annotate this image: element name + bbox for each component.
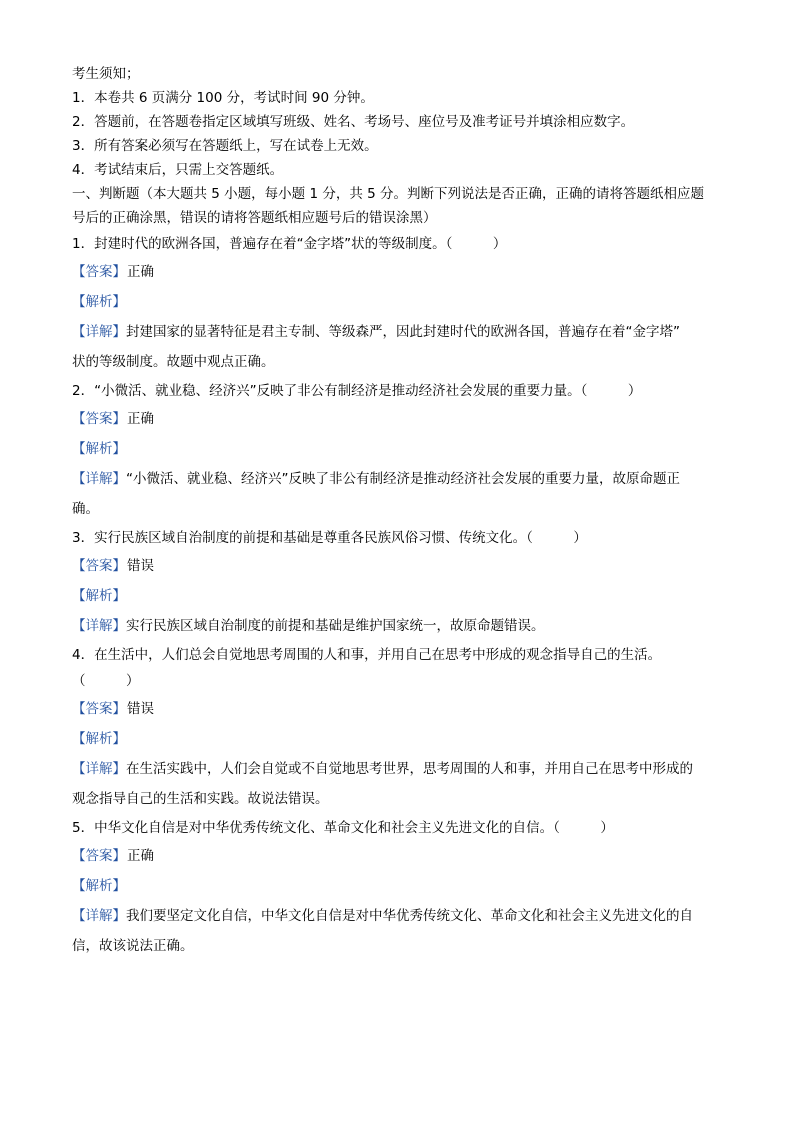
tag-open-bracket: 【 bbox=[72, 264, 86, 280]
detail-block bbox=[72, 611, 734, 641]
detail-text: 我们要坚定文化自信，中华文化自信是对中华优秀传统文化、革命文化和社会主义先进文化的自 bbox=[126, 908, 693, 924]
tag-close-bracket: 】 bbox=[112, 441, 126, 457]
tag-close-bracket: 】 bbox=[112, 761, 126, 777]
analysis-line bbox=[72, 581, 734, 611]
tag-close-bracket: 】 bbox=[112, 294, 126, 310]
detail-line bbox=[72, 464, 734, 494]
tag-close-bracket: 】 bbox=[112, 848, 126, 864]
tag-open-bracket: 【 bbox=[72, 701, 86, 717]
detail-text: 状的等级制度。故题中观点正确。 bbox=[72, 354, 275, 370]
tag-close-bracket: 】 bbox=[112, 264, 126, 280]
tag-close-bracket: 】 bbox=[112, 618, 126, 634]
tag-open-bracket: 【 bbox=[72, 411, 86, 427]
section-heading bbox=[72, 182, 734, 230]
tag-open-bracket: 【 bbox=[72, 441, 86, 457]
notice-item: 2．答题前，在答题卷指定区域填写班级、姓名、考场号、座位号及准考证号并填涂相应数字。 bbox=[72, 114, 635, 130]
answer-value: 错误 bbox=[127, 558, 154, 574]
exam-notice bbox=[72, 62, 734, 182]
analysis-line bbox=[72, 724, 734, 754]
detail-line bbox=[72, 317, 734, 347]
tag-open-bracket: 【 bbox=[72, 878, 86, 894]
analysis-line bbox=[72, 287, 734, 317]
detail-line bbox=[72, 784, 734, 814]
question-block bbox=[72, 815, 734, 961]
question-stem: 5．中华文化自信是对中华优秀传统文化、革命文化和社会主义先进文化的自信。（ ） bbox=[72, 820, 614, 836]
tag-open-bracket: 【 bbox=[72, 294, 86, 310]
tag-word: 详解 bbox=[85, 618, 113, 634]
detail-text: 封建国家的显著特征是君主专制、等级森严，因此封建时代的欧洲各国，普遍存在着“金字塔” bbox=[126, 324, 680, 340]
question-block bbox=[72, 231, 734, 377]
tag-word: 答案 bbox=[85, 411, 113, 427]
tag-open-bracket: 【 bbox=[72, 848, 86, 864]
tag-word: 解析 bbox=[85, 294, 113, 310]
answer-value: 正确 bbox=[127, 848, 154, 864]
tag-close-bracket: 】 bbox=[112, 588, 126, 604]
question-stem: 2．“小微活、就业稳、经济兴”反映了非公有制经济是推动经济社会发展的重要力量。（ ） bbox=[72, 383, 642, 399]
question-list bbox=[72, 231, 734, 961]
tag-close-bracket: 】 bbox=[112, 878, 126, 894]
analysis-tag bbox=[72, 731, 126, 747]
tag-word: 答案 bbox=[85, 848, 113, 864]
question-stem: 1．封建时代的欧洲各国，普遍存在着“金字塔”状的等级制度。（ ） bbox=[72, 236, 507, 252]
notice-item: 4．考试结束后，只需上交答题纸。 bbox=[72, 162, 284, 178]
question-stem: （ ） bbox=[72, 673, 140, 689]
answer-tag bbox=[72, 558, 126, 574]
detail-tag bbox=[72, 908, 126, 924]
tag-close-bracket: 】 bbox=[112, 908, 126, 924]
answer-line bbox=[72, 257, 734, 287]
analysis-tag bbox=[72, 294, 126, 310]
detail-text: 信，故该说法正确。 bbox=[72, 938, 194, 954]
detail-text: 在生活实践中，人们会自觉或不自觉地思考世界，思考周围的人和事，并用自己在思考中形成的 bbox=[126, 761, 693, 777]
section-title-line: 一、判断题（本大题共 5 小题，每小题 1 分，共 5 分。判断下列说法是否正确，正确的请将答题纸相应题 bbox=[72, 186, 705, 202]
analysis-tag bbox=[72, 588, 126, 604]
tag-word: 解析 bbox=[85, 878, 113, 894]
answer-value: 错误 bbox=[127, 701, 154, 717]
notice-item: 1．本卷共 6 页满分 100 分，考试时间 90 分钟。 bbox=[72, 90, 374, 106]
tag-open-bracket: 【 bbox=[72, 558, 86, 574]
tag-close-bracket: 】 bbox=[112, 471, 126, 487]
analysis-tag bbox=[72, 878, 126, 894]
detail-text: “小微活、就业稳、经济兴”反映了非公有制经济是推动经济社会发展的重要力量，故原命题正 bbox=[126, 471, 680, 487]
tag-open-bracket: 【 bbox=[72, 588, 86, 604]
tag-word: 答案 bbox=[85, 701, 113, 717]
detail-block bbox=[72, 754, 734, 814]
detail-block bbox=[72, 464, 734, 524]
detail-line bbox=[72, 754, 734, 784]
tag-word: 详解 bbox=[85, 324, 113, 340]
question-stem: 3．实行民族区域自治制度的前提和基础是尊重各民族风俗习惯、传统文化。（ ） bbox=[72, 530, 587, 546]
question-stem: 4．在生活中，人们总会自觉地思考周围的人和事，并用自己在思考中形成的观念指导自己的生活。 bbox=[72, 647, 662, 663]
analysis-line bbox=[72, 871, 734, 901]
answer-line bbox=[72, 841, 734, 871]
section-title-line: 号后的正确涂黑，错误的请将答题纸相应题号后的错误涂黑） bbox=[72, 210, 437, 226]
tag-close-bracket: 】 bbox=[112, 731, 126, 747]
detail-text: 观念指导自己的生活和实践。故说法错误。 bbox=[72, 791, 329, 807]
analysis-line bbox=[72, 434, 734, 464]
question-block bbox=[72, 525, 734, 641]
tag-open-bracket: 【 bbox=[72, 731, 86, 747]
tag-close-bracket: 】 bbox=[112, 701, 126, 717]
tag-word: 答案 bbox=[85, 558, 113, 574]
detail-block bbox=[72, 317, 734, 377]
tag-open-bracket: 【 bbox=[72, 761, 86, 777]
detail-tag bbox=[72, 471, 126, 487]
tag-word: 答案 bbox=[85, 264, 113, 280]
tag-open-bracket: 【 bbox=[72, 908, 86, 924]
detail-block bbox=[72, 901, 734, 961]
answer-tag bbox=[72, 411, 126, 427]
detail-line bbox=[72, 931, 734, 961]
tag-word: 详解 bbox=[85, 761, 113, 777]
question-block bbox=[72, 642, 734, 814]
tag-word: 详解 bbox=[85, 908, 113, 924]
notice-item: 3．所有答案必须写在答题纸上，写在试卷上无效。 bbox=[72, 138, 378, 154]
question-block bbox=[72, 378, 734, 524]
tag-close-bracket: 】 bbox=[112, 324, 126, 340]
detail-line bbox=[72, 901, 734, 931]
answer-tag bbox=[72, 264, 126, 280]
analysis-tag bbox=[72, 441, 126, 457]
detail-tag bbox=[72, 761, 126, 777]
detail-line bbox=[72, 494, 734, 524]
answer-line bbox=[72, 404, 734, 434]
tag-open-bracket: 【 bbox=[72, 324, 86, 340]
tag-close-bracket: 】 bbox=[112, 411, 126, 427]
detail-text: 确。 bbox=[72, 501, 99, 517]
answer-tag bbox=[72, 848, 126, 864]
tag-open-bracket: 【 bbox=[72, 618, 86, 634]
detail-line bbox=[72, 611, 734, 641]
detail-text: 实行民族区域自治制度的前提和基础是维护国家统一，故原命题错误。 bbox=[126, 618, 545, 634]
detail-tag bbox=[72, 324, 126, 340]
answer-value: 正确 bbox=[127, 264, 154, 280]
detail-line bbox=[72, 347, 734, 377]
tag-word: 解析 bbox=[85, 588, 113, 604]
tag-word: 解析 bbox=[85, 731, 113, 747]
answer-tag bbox=[72, 701, 126, 717]
tag-word: 解析 bbox=[85, 441, 113, 457]
notice-title: 考生须知； bbox=[72, 66, 140, 82]
answer-value: 正确 bbox=[127, 411, 154, 427]
tag-open-bracket: 【 bbox=[72, 471, 86, 487]
tag-close-bracket: 】 bbox=[112, 558, 126, 574]
detail-tag bbox=[72, 618, 126, 634]
answer-line bbox=[72, 551, 734, 581]
tag-word: 详解 bbox=[85, 471, 113, 487]
answer-line bbox=[72, 694, 734, 724]
